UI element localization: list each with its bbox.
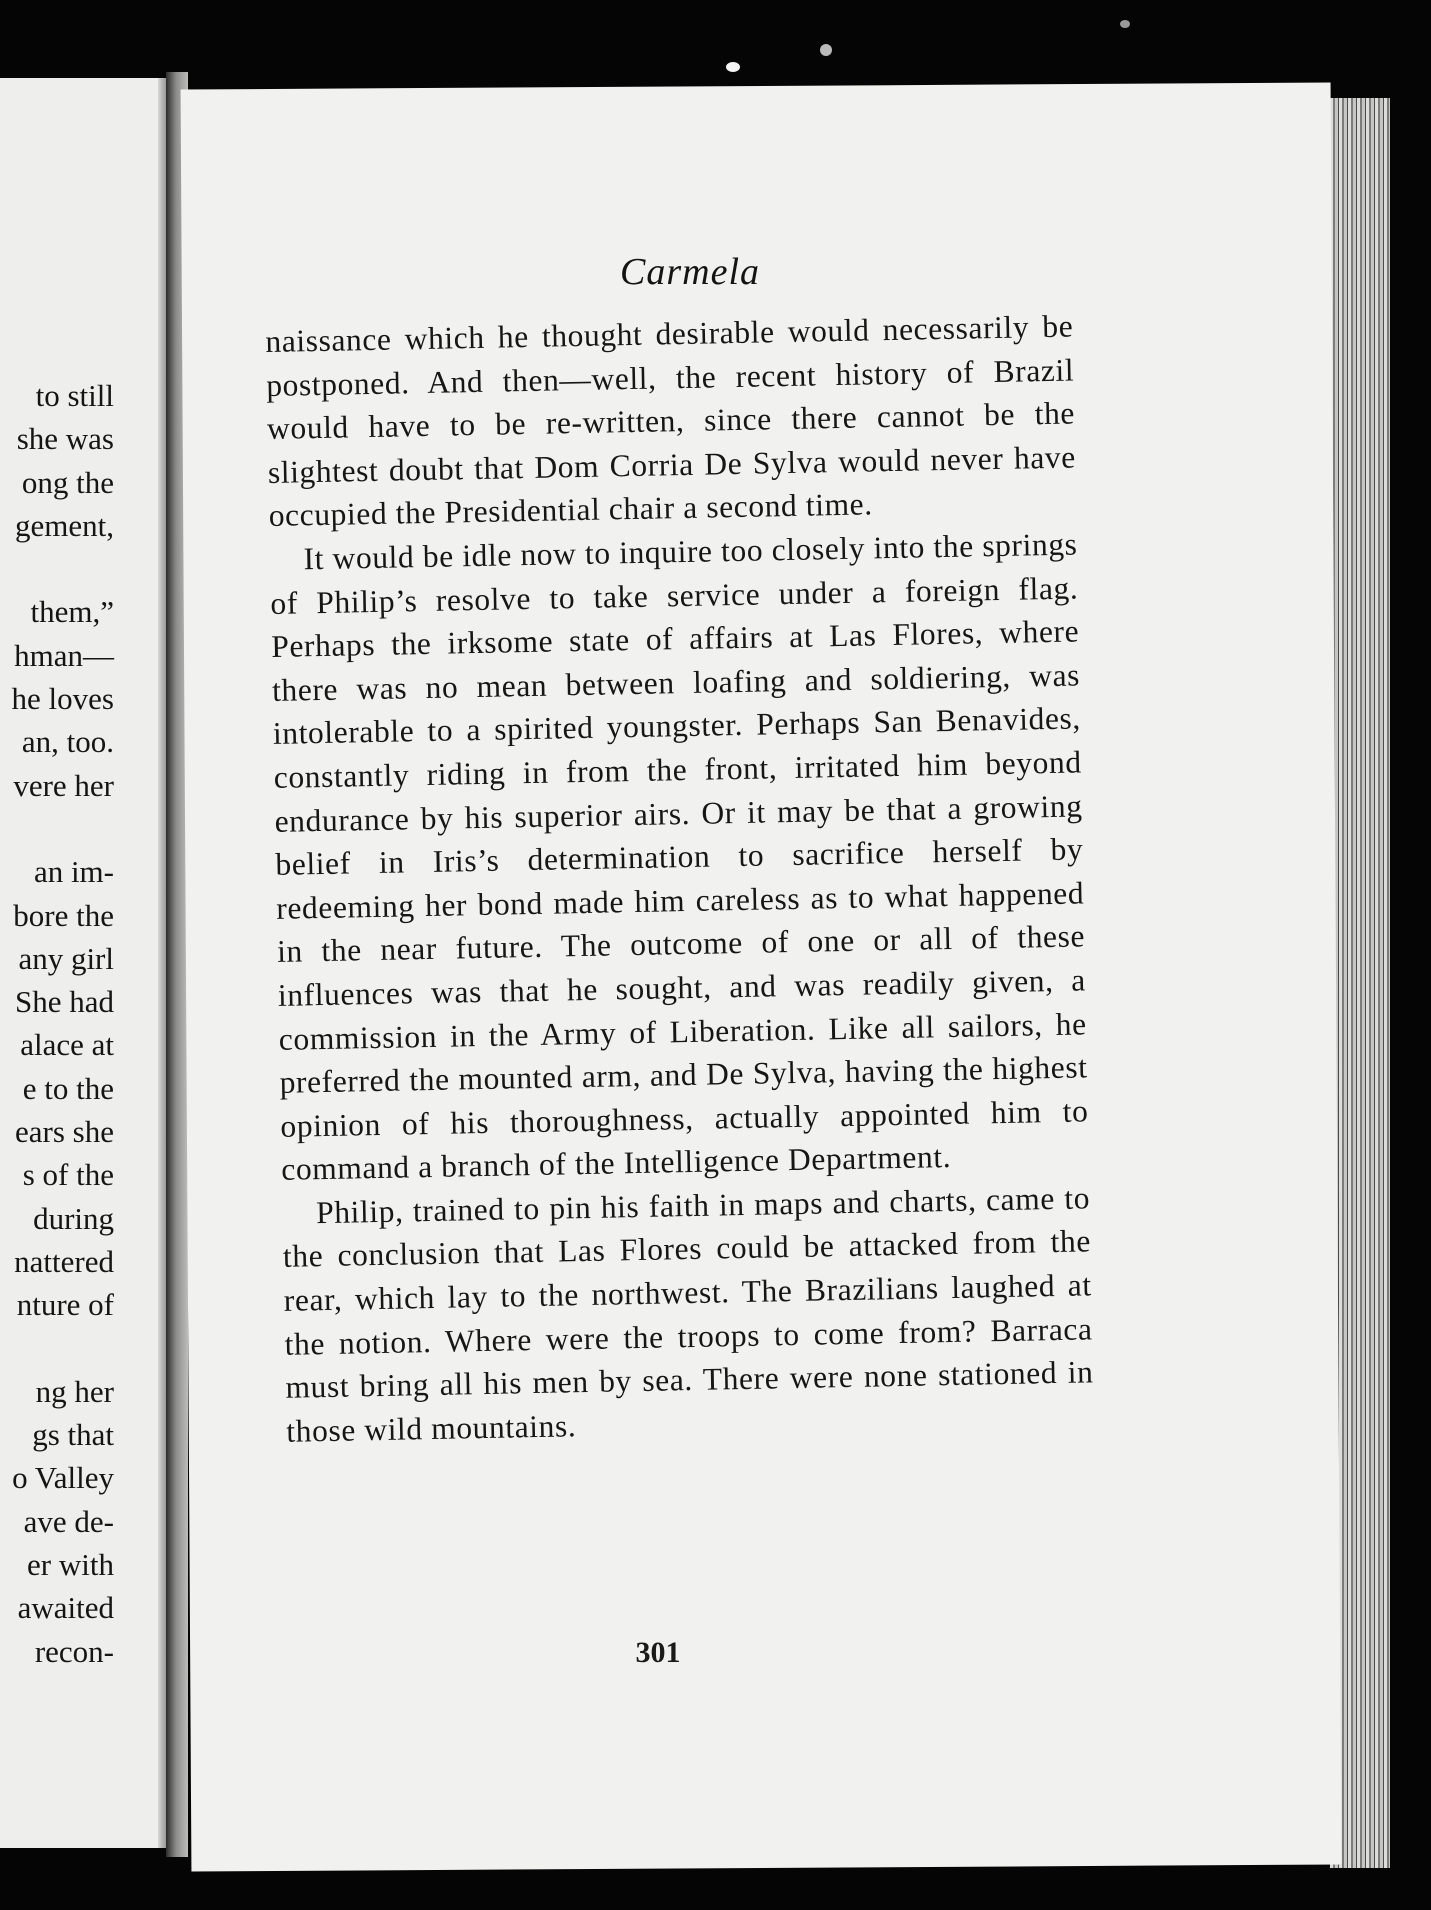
left-page-line: gs that (32, 1417, 114, 1453)
left-page-line: o Valley (12, 1460, 114, 1496)
left-page-text (0, 374, 114, 1673)
left-page-line: She had (14, 984, 114, 1020)
left-page-line: nture of (16, 1287, 114, 1323)
left-page-line: gement, (15, 507, 114, 543)
page-number: 301 (635, 1636, 681, 1669)
paragraph-2: It would be idle now to inquire too closely into the springs of Philip’s resolve to take service under a foreign flag. Perhaps the irksome state of affairs at Las Flores, where there was no mean between loafing and soldiering, was intolerable to a spirited youngster. Perhaps San Benavides, constantly riding in from the front, irritated him beyond endurance by his superior airs. Or it may be that a growing belief in Iris’s determination to sacrifice herself by redeeming her bond made him careless as to what happened in the near future. The outcome of one or all of these influences was that he sought, and was readily given, a commission in the Army of Liberation. Like all sailors, he preferred the mounted arm, and De Sylva, having the highest opinion of his thoroughness, actually appointed him to command a branch of the Intelligence Department. (270, 526, 1089, 1188)
film-speck (1120, 20, 1130, 28)
left-page-line (0, 807, 114, 850)
left-page-gutter-shade (158, 78, 166, 1848)
left-page (0, 78, 166, 1848)
left-page-line: any girl (18, 940, 114, 976)
film-speck (726, 62, 740, 72)
left-page-line (0, 1327, 114, 1370)
left-page-line: to still (35, 378, 114, 413)
left-page-line: s of the (22, 1157, 114, 1193)
film-speck (820, 44, 832, 56)
left-page-line: them,” (30, 594, 114, 630)
left-page-line: bore the (13, 897, 114, 933)
left-page-line: during (33, 1200, 114, 1236)
left-page-line: awaited (17, 1590, 114, 1626)
left-page-line: nattered (14, 1243, 114, 1279)
left-page-line: vere her (13, 767, 114, 803)
left-page-line: hman— (14, 637, 114, 673)
left-page-line: alace at (20, 1027, 114, 1063)
left-page-line: he loves (11, 681, 114, 717)
body-text (265, 304, 1095, 1453)
left-page-line: ng her (35, 1373, 114, 1409)
left-page-line: ears she (15, 1114, 114, 1150)
running-head: Carmela (620, 251, 760, 293)
left-page-line: she was (16, 421, 114, 457)
left-page-line: an im- (33, 854, 114, 890)
left-page-line: recon- (34, 1633, 114, 1669)
paragraph-1: naissance which he thought desirable would necessarily be postponed. And then—well, the recent history of Brazil would have to be re-written, since there cannot be the slightest doubt that Dom Corria De Sylva would never have occupied the Presidential chair a second time. (265, 308, 1077, 534)
left-page-line: er with (27, 1547, 114, 1583)
left-page-line: ong the (21, 464, 114, 500)
left-page-line: an, too. (21, 724, 114, 760)
left-page-line: ave de- (23, 1503, 114, 1539)
left-page-line: e to the (22, 1070, 114, 1106)
paragraph-3: Philip, trained to pin his faith in maps and charts, came to the conclusion that Las Flores could be attacked from the rear, which lay to the northwest. The Brazilians laughed at the notion. Where were the troops to come from? Barraca must bring all his men by sea. There were none stationed in those wild mountains. (282, 1180, 1094, 1449)
left-page-line (0, 547, 114, 590)
